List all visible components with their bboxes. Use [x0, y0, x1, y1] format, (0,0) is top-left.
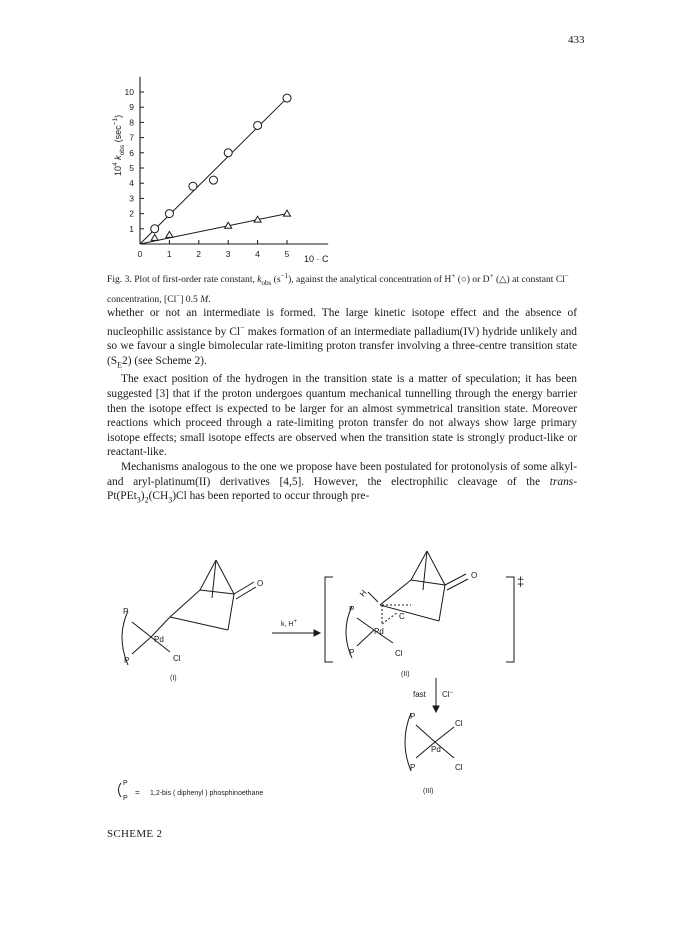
- scheme-label: SCHEME 2: [107, 828, 163, 840]
- c3-pd: Pd: [431, 745, 441, 754]
- y-label-exp: 4: [112, 162, 119, 166]
- y-tick-label-10: 10: [124, 87, 134, 97]
- c1-pd: Pd: [154, 635, 164, 644]
- c3-p-bottom: P: [410, 763, 416, 772]
- x-axis-label: 10 · C: [304, 254, 329, 264]
- legend-chelate: [119, 783, 122, 797]
- y-tick-label-7: 7: [129, 132, 134, 143]
- c2-p-bottom: P: [349, 648, 355, 657]
- y-label-sub: obs: [119, 144, 126, 156]
- ts-bracket-right: [506, 577, 514, 662]
- paragraph-2: The exact position of the hydrogen in the transition state is a matter of speculation; it has been suggested [3] that if the proton undergoes quantum mechanical tunnelling through the energy barrier then the isotope effect is expected to be larger for an almost symmetrical transition state. Moreover reactions which proceed through a rate-limiting proton transfer do not always show large primary isotope effects; small isotope effects are observed when the transition state is strongly product-like or reactant-like.: [107, 373, 577, 459]
- legend-p-bottom: P: [123, 795, 128, 802]
- y-tick-label-2: 2: [129, 208, 134, 219]
- compound-2-label: (II): [401, 671, 410, 678]
- y-tick-label-6: 6: [129, 147, 134, 158]
- x-tick-label-2: 2: [196, 249, 202, 259]
- fast-arrowhead: [433, 706, 439, 712]
- arrow-label: k, H+: [281, 619, 297, 628]
- legend-equals: =: [135, 788, 140, 797]
- paragraph-1: whether or not an intermediate is formed. The large kinetic isotope effect and the absence of nucleophilic assistance by Cl− makes formation of an intermediate palladium(IV) hydride unlikely and so we favour a single bimolecular rate-limiting proton transfer involving a three-centre transition state $(S_E2)$ (see Scheme 2).: [107, 307, 578, 369]
- y-label-ten: 10: [113, 165, 123, 176]
- legend-p-top: P: [123, 780, 128, 787]
- x-tick-label-4: 4: [255, 249, 260, 259]
- c3-cl-top: Cl: [455, 719, 463, 728]
- c3-p-top: P: [410, 712, 416, 721]
- c3-cl-bottom: Cl: [455, 763, 463, 772]
- c2-h: H: [358, 588, 369, 599]
- legend-text: 1,2-bis ( diphenyl ) phosphinoethane: [150, 790, 264, 797]
- c2-o: O: [471, 571, 478, 580]
- y-tick-label-8: 8: [129, 117, 134, 128]
- y-tick-label-1: 1: [129, 223, 134, 234]
- y-label-close: ): [113, 114, 123, 118]
- c2-pd: Pd: [374, 627, 384, 636]
- compound-3-label: (III): [423, 788, 434, 795]
- c2-p-top: P: [349, 605, 355, 614]
- y-tick-label-3: 3: [129, 193, 134, 204]
- caption-fig: Fig. 3.: [107, 274, 132, 286]
- fast-label: fast: [413, 690, 426, 699]
- x-tick-label-3: 3: [225, 249, 231, 259]
- compound-1-label: (I): [170, 675, 177, 682]
- x-tick-label-1: 1: [166, 249, 172, 259]
- y-tick-label-5: 5: [129, 163, 134, 173]
- y-tick-label-4: 4: [129, 178, 134, 189]
- ts-symbol: ‡: [517, 574, 525, 589]
- x-tick-label-0: 0: [137, 249, 143, 259]
- y-label-unit: (sec: [113, 125, 123, 143]
- c2-cl: Cl: [395, 649, 403, 658]
- ts-bracket-left: [325, 577, 333, 662]
- c2-c: C: [399, 612, 405, 621]
- reaction-arrowhead: [314, 630, 320, 636]
- c1-o: O: [257, 579, 264, 588]
- c1-cl: Cl: [173, 654, 181, 663]
- x-tick-label-5: 5: [284, 249, 290, 259]
- c1-p-bottom: P: [124, 656, 130, 665]
- y-tick-label-9: 9: [129, 102, 134, 113]
- norbornanone-2: [380, 551, 468, 621]
- figure-caption: Fig. 3. Plot of first-order rate constant, $k_{obs}$ $(s^{-1})$, against the analytical concentration of H+ (○) or D+ (△) at constant Cl− concentration, [Cl−] 0.5 M.: [107, 272, 569, 306]
- fast-reagent: Cl−: [442, 690, 454, 699]
- y-label-unit-sup: −1: [112, 117, 119, 126]
- page-number: 433: [568, 34, 585, 46]
- y-label-k: k: [113, 155, 123, 160]
- norbornanone-1: [170, 560, 256, 630]
- paragraph-3: Mechanisms analogous to the one we propose have been postulated for protonolysis of some alkyl- and aryl-platinum(II) derivatives [4,5]. However, the electrophilic cleavage of the trans-$Pt(PEt_3)_2(CH_3)Cl$ has been reported to occur through pre-: [107, 461, 577, 505]
- c1-p-top: P: [123, 607, 129, 616]
